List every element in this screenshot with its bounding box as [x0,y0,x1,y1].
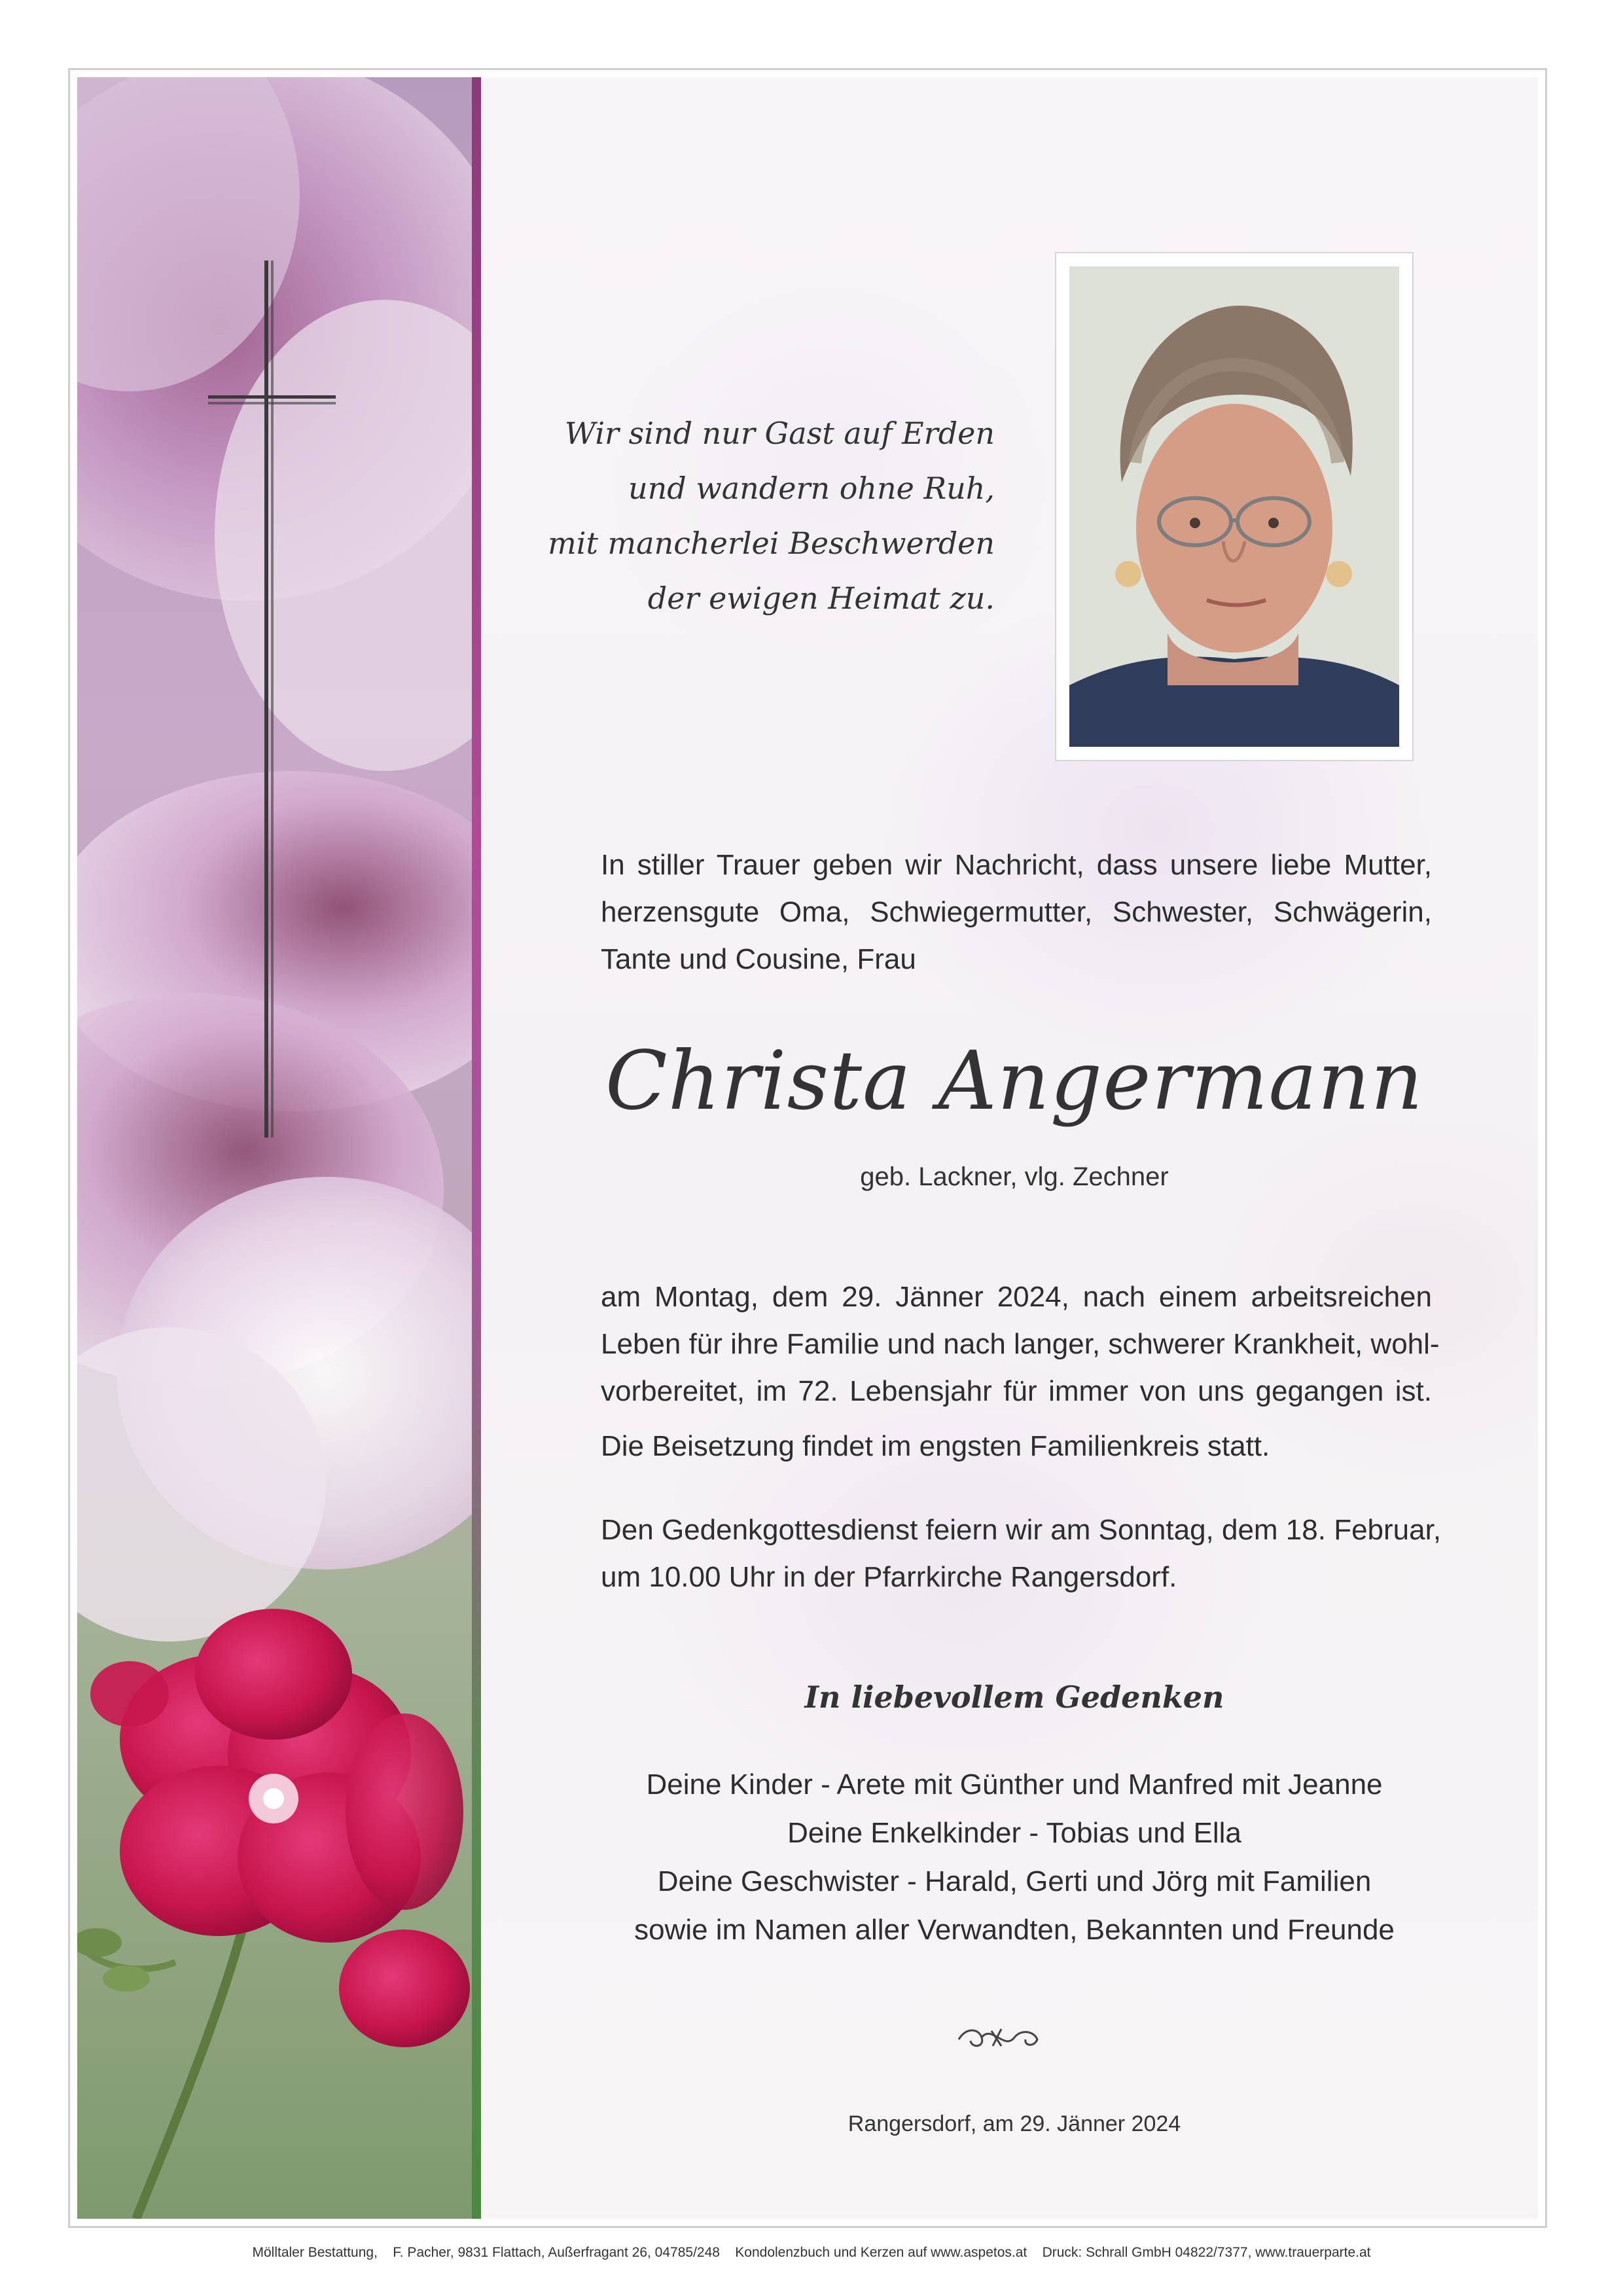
footer-imprint: Mölltaler Bestattung, F. Pacher, 9831 Flattach, Außerfragant 26, 04785/248 Kondolenzbuch und Kerzen auf www.aspetos.at Druck: Schrall GmbH 04822/7377, www.trauerparte.at [252,2245,1371,2260]
birth-note: geb. Lackner, vlg. Zechner [860,1162,1169,1191]
passing-line: am Montag, dem 29. Jänner 2024, nach einem arbeitsreichen [601,1281,1432,1313]
deceased-name: Christa Angermann [605,1034,1424,1128]
ornament-icon [952,2021,1044,2054]
signer-line: Deine Enkelkinder - Tobias und Ella [787,1817,1241,1849]
remembrance-heading: In liebevollem Gedenken [804,1679,1224,1715]
quote-line: mit mancherlei Beschwerden [548,526,995,561]
accent-stripe [472,77,481,2219]
announcement-line: In stiller Trauer geben wir Nachricht, dass unsere liebe Mutter, [601,849,1432,881]
announcement-line: Tante und Cousine, Frau [601,943,916,975]
quote-line: Wir sind nur Gast auf Erden [564,416,995,451]
card-panel [77,77,1538,2219]
announcement-line: herzensgute Oma, Schwiegermutter, Schwester, Schwägerin, [601,896,1432,928]
passing-line: vorbereitet, im 72. Lebensjahr für immer von uns gegangen ist. [601,1375,1432,1407]
signers-list [589,1761,1440,1954]
mass-line: Den Gedenkgottesdienst feiern wir am Sonntag, dem 18. Februar, [601,1514,1442,1546]
portrait-frame [1055,252,1414,761]
signer-line: sowie im Namen aller Verwandten, Bekannten und Freunde [634,1914,1395,1946]
signer-line: Deine Geschwister - Harald, Gerti und Jörg mit Familien [657,1865,1372,1897]
passing-line: Leben für ihre Familie und nach langer, schwerer Krankheit, wohl- [601,1328,1440,1360]
portrait-photo [1069,266,1399,747]
announcement-text [601,842,1432,983]
floral-image [77,77,476,2219]
mass-text [601,1507,1442,1601]
quote-line: und wandern ohne Ruh, [628,471,995,506]
mass-line: um 10.00 Uhr in der Pfarrkirche Rangersdorf. [601,1561,1177,1593]
burial-text [601,1423,1432,1470]
quote-line: der ewigen Heimat zu. [647,581,995,616]
burial-line: Die Beisetzung findet im engsten Familienkreis statt. [601,1430,1270,1462]
place-date: Rangersdorf, am 29. Jänner 2024 [847,2111,1181,2136]
quote-block [471,406,995,626]
signer-line: Deine Kinder - Arete mit Günther und Manfred mit Jeanne [646,1768,1383,1801]
passing-text [601,1274,1440,1415]
